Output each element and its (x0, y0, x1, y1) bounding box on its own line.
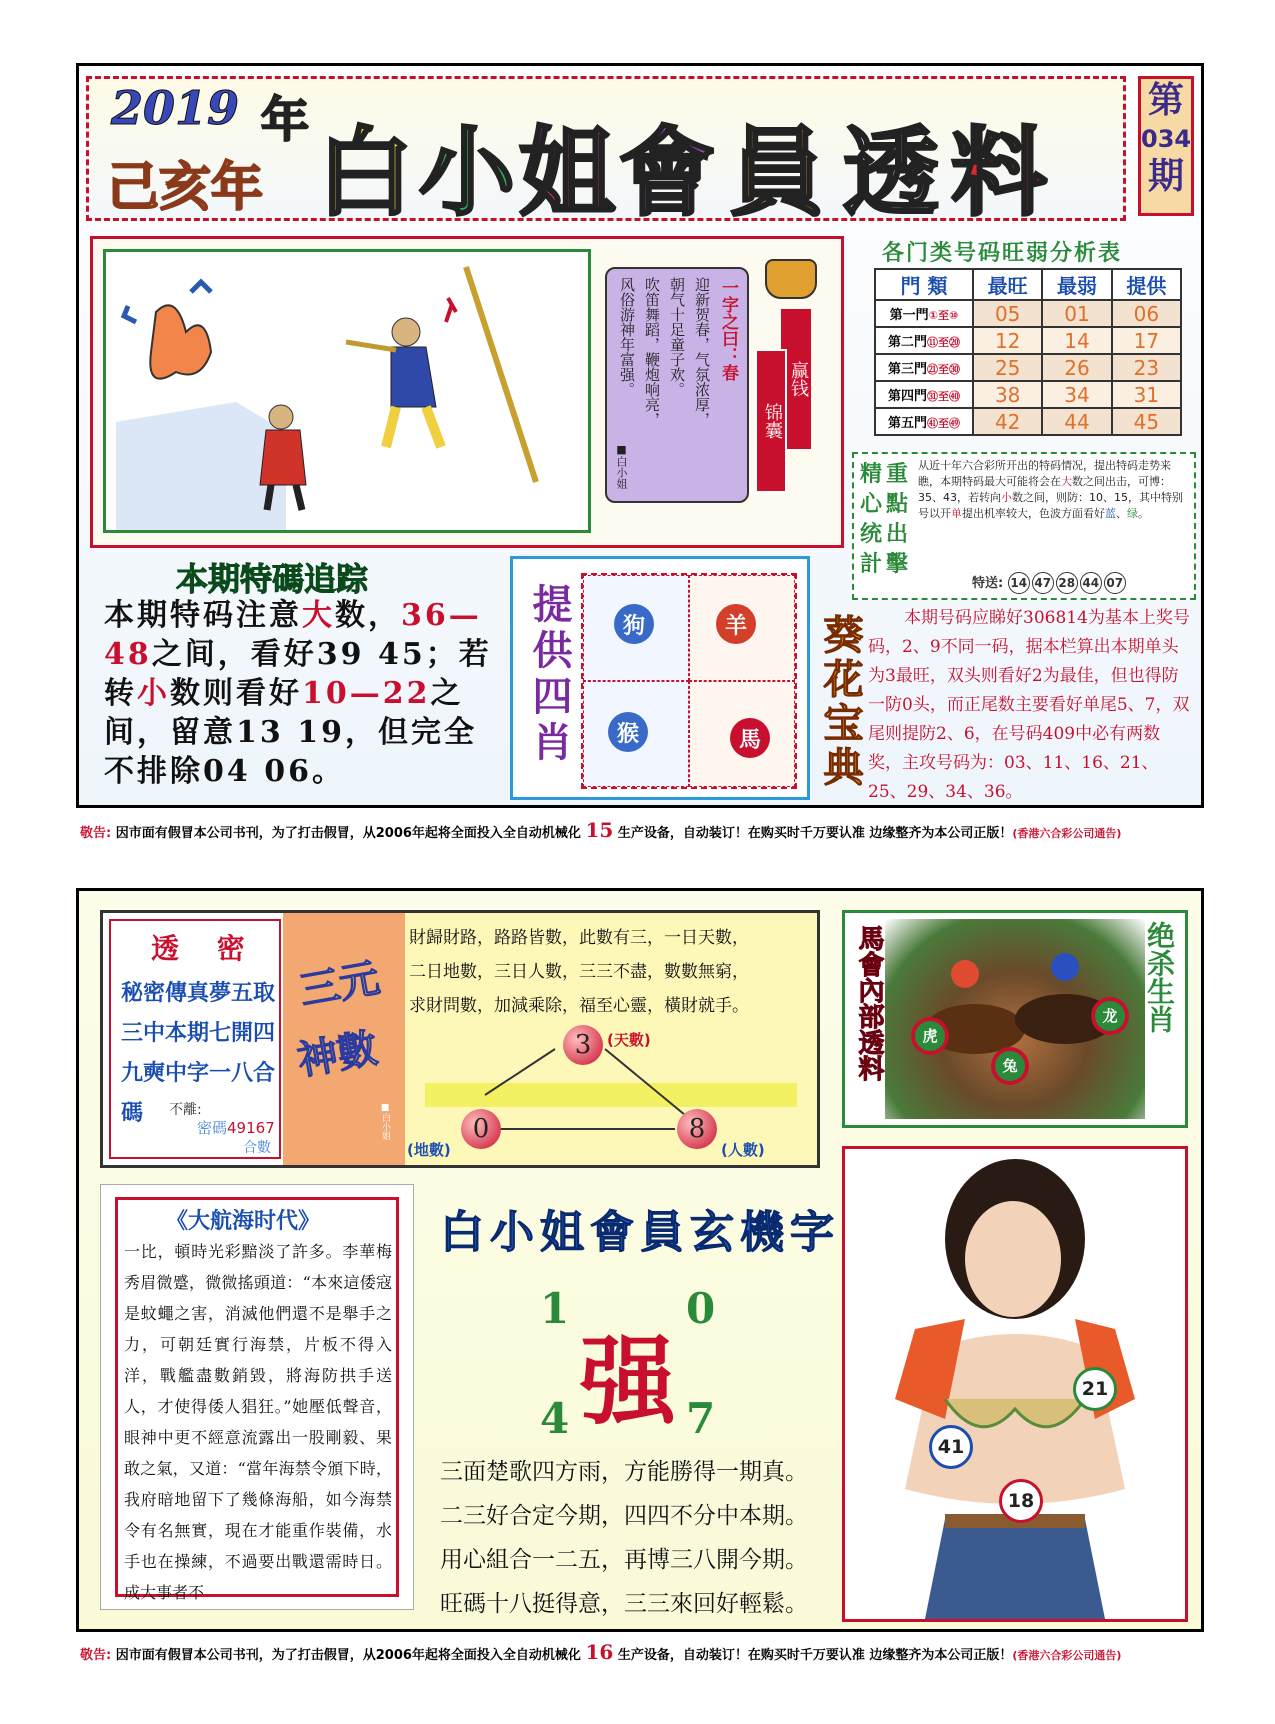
focus-heading-char: 重 (885, 462, 908, 487)
notice-text: 因市面有假冒本公司书刊，为了打击假冒，从2006年起将全面投入全自动机械化 (115, 826, 581, 841)
zodiac-grid (581, 573, 797, 789)
secret-code-label: 密碼 (197, 1119, 228, 1137)
tracking-highlight: 大 (302, 598, 335, 633)
horse-right-label: 绝杀生肖 (1143, 921, 1176, 1033)
special-number: 28 (1056, 572, 1078, 594)
sanyuan-small-label: ■白小姐 (380, 1103, 390, 1140)
focus-heading-char: 出 (885, 522, 908, 547)
scroll-poem (617, 277, 713, 487)
sunflower-label: 葵花宝典 (817, 614, 863, 790)
issue-number: 034 (1141, 125, 1192, 153)
focus-text-part: 。 (1138, 507, 1149, 520)
row-label (875, 300, 973, 327)
tracking-highlight: 10—22 (302, 676, 431, 711)
row-label-text: 第五門 (887, 416, 927, 431)
moneybag-icon (765, 259, 817, 299)
ren-number-ball: 8 (677, 1109, 717, 1149)
sanyuan-poem-line: 財歸財路，路路皆數，此數有三，一日天數， (409, 928, 749, 948)
horse-left-label: 馬會內部透料 (854, 925, 884, 1081)
zodiac-cell (689, 681, 795, 787)
scroll-line: 朝气十足童子欢。 (668, 277, 686, 397)
sanyuan-content (405, 913, 817, 1165)
secret-line: 秘密傳真夢五取 (121, 980, 276, 1006)
scroll-line: 风俗游神年富强。 (618, 277, 636, 397)
sanyuan-poem-line: 二日地數，三日人數，三三不盡，數數無窮， (409, 962, 749, 982)
special-number: 07 (1104, 572, 1126, 594)
ren-label: (人數) (721, 1141, 765, 1159)
photo-ball: 41 (929, 1425, 973, 1469)
notice-prefix: 敬告: (80, 826, 112, 841)
notice-line (80, 818, 1200, 842)
focus-highlight: 单 (951, 507, 962, 520)
col-header: 提供 (1112, 269, 1181, 300)
title-char: 姐 (519, 117, 615, 229)
tracking-text (104, 596, 504, 791)
table-row (875, 354, 1181, 381)
cell-pick: 45 (1112, 408, 1181, 435)
zodiac-ball: 馬 (730, 718, 770, 758)
tracking-part: 数， (335, 598, 401, 633)
zodiac-ball: 狗 (614, 604, 654, 644)
special-label: 特送: (972, 576, 1004, 591)
scroll-line: 迎新贺春，气氛浓厚， (693, 277, 711, 427)
mystic-num-tl: 1 (540, 1284, 570, 1333)
four-zodiac-label: 提供四肖 (526, 583, 572, 767)
secret-box (109, 919, 281, 1159)
zodiac-cell (583, 575, 689, 681)
row-label-text: 第四門 (887, 389, 927, 404)
focus-heading-char: 统 (859, 522, 882, 547)
novel-box (100, 1184, 414, 1610)
tracking-part: 数则看好 (170, 676, 302, 711)
tracking-title: 本期特碼追踪 (176, 560, 369, 598)
sanyuan-label-2: 神數 (294, 1025, 381, 1085)
notice-page: 15 (585, 818, 614, 842)
zodiac-ball: 猴 (608, 712, 648, 752)
cell-min: 44 (1042, 408, 1111, 435)
row-range: ①至⑩ (928, 309, 959, 322)
mystic-poem-line: 三面楚歌四方雨，方能勝得一期真。 (440, 1459, 808, 1485)
row-label (875, 327, 973, 354)
focus-text-part: 、 (1116, 507, 1127, 520)
title-char: 會 (619, 117, 715, 229)
analysis-table (874, 268, 1182, 436)
notice-page: 16 (585, 1640, 614, 1664)
mystic-poem-line: 旺碼十八挺得意，三三來回好輕鬆。 (440, 1591, 808, 1617)
title-char: 白 (317, 117, 413, 229)
notice-org: (香港六合彩公司通告) (1012, 1649, 1122, 1662)
secret-suffix: 合數 (243, 1140, 271, 1156)
row-range: ⑪至⑳ (927, 336, 960, 349)
row-label-text: 第一門 (889, 308, 929, 323)
focus-heading-char: 點 (885, 492, 908, 517)
tian-number-ball: 3 (563, 1025, 603, 1065)
cell-pick: 23 (1112, 354, 1181, 381)
tracking-part: 本期特码注意 (104, 598, 302, 633)
title-char: 員 (729, 117, 825, 229)
mystic-poem (440, 1450, 840, 1626)
row-range: ㉑至㉚ (927, 363, 960, 376)
mystic-title: 白小姐會員玄機字 (440, 1207, 840, 1258)
tracking-highlight: 小 (137, 676, 170, 711)
zodiac-star: 兔 (995, 1051, 1025, 1081)
focus-heading-char: 精 (859, 462, 882, 487)
focus-text-part: 数之间出击，可博：35、43，若转向 (918, 475, 1171, 504)
tracking-highlight: 36—48 (104, 598, 482, 672)
col-header: 最旺 (973, 269, 1042, 300)
tag-win-money: 赢钱 (781, 309, 811, 449)
cell-pick: 06 (1112, 300, 1181, 327)
sanyuan-frame (100, 910, 820, 1168)
cell-pick: 31 (1112, 381, 1181, 408)
focus-text-part: 数之间，则防：10、15，其中特别号以开 (918, 491, 1183, 520)
sanyuan-poem-line: 求財問數，加減乘除，福至心靈，橫財就手。 (409, 996, 749, 1016)
cell-min: 14 (1042, 327, 1111, 354)
scroll-line: 吹笛舞蹈，鞭炮响亮， (643, 277, 661, 427)
illustration-frame (90, 236, 844, 548)
sunflower-text: 本期号码应睇好306814为基本上奖号码，2、9不同一码，据本栏算出本期单头为3最旺，双头则看好2为最佳，但也得防一防0头，而正尾数主要看好单尾5、7，双尾则提防2、6，在号码409中必有两数奖，主攻号码为：03、11、16、21、25、29、34、36。 (868, 608, 1190, 802)
year-ganzhi: 己亥年 (107, 158, 264, 218)
col-header: 門 類 (875, 269, 973, 300)
table-row (875, 300, 1181, 327)
focus-highlight: 小 (1001, 491, 1012, 504)
focus-text-part: 提出机率较大，色波方面看好 (962, 507, 1105, 520)
issue-box (1138, 76, 1194, 216)
zodiac-cell (689, 575, 795, 681)
focus-text-part: 从近十年六合彩所开出的特码情况，提出特码走势来瞧，本期特码最大可能将会在 (918, 459, 1171, 488)
model-photo (845, 1149, 1185, 1619)
scroll-signature: ■白小姐 (615, 443, 628, 489)
tracking-part: 之间，留意13 19，但完全不排除04 06。 (104, 676, 477, 789)
issue-prefix: 第 (1147, 80, 1184, 121)
row-label (875, 408, 973, 435)
photo-ball: 21 (1073, 1367, 1117, 1411)
zodiac-star: 虎 (915, 1021, 945, 1051)
notice-suffix: 生产设备，自动装订！在购买时千万要认准 边缘整齐为本公司正版！ (617, 826, 1013, 841)
table-row (875, 408, 1181, 435)
cell-max: 25 (973, 354, 1042, 381)
zodiac-ball: 羊 (716, 604, 756, 644)
cell-min: 34 (1042, 381, 1111, 408)
mystic-poem-line: 二三好合定今期，四四不分中本期。 (440, 1503, 808, 1529)
special-number: 47 (1032, 572, 1054, 594)
mystic-poem-line: 用心組合一二五，再博三八開今期。 (440, 1547, 808, 1573)
cell-min: 26 (1042, 354, 1111, 381)
notice-prefix: 敬告: (80, 1648, 112, 1663)
di-label: (地數) (407, 1141, 451, 1159)
row-label (875, 354, 973, 381)
notice-text: 因市面有假冒本公司书刊，为了打击假冒，从2006年起将全面投入全自动机械化 (115, 1648, 581, 1663)
novel-inner (115, 1197, 399, 1602)
secret-foot-label: 不離: (169, 1102, 202, 1118)
zodiac-cell (583, 681, 689, 787)
special-number: 14 (1008, 572, 1030, 594)
scroll-poem-title: 一字之曰：春 (718, 279, 738, 381)
sanyuan-label-1: 三元 (296, 955, 383, 1015)
special-numbers (972, 572, 1128, 594)
secret-line: 碼 (121, 1100, 144, 1126)
secret-line: 九奭中字一八合 (121, 1060, 276, 1086)
novel-text: 一比，頓時光彩黯淡了許多。李華梅秀眉微蹙，微微搖頭道：“本來這倭寇是蚊蠅之害，消滅他們還不是舉手之力，可朝廷實行海禁，片板不得入洋，戰艦盡數銷毀，將海防拱手送人，才使得倭人猖狂。”她壓低聲音，眼神中更不經意流露出一股剛毅、果敢之氣，又道：“當年海禁令頒下時，我府暗地留下了幾條海船，如今海禁令有名無實，現在才能重作裝備，水手也在操練，不過要出戰還需時日。成大事者不 (124, 1242, 392, 1602)
cell-pick: 17 (1112, 327, 1181, 354)
title-char: 料 (951, 117, 1047, 229)
table-row (875, 381, 1181, 408)
secret-code-value: 49167 (227, 1119, 275, 1137)
mystic-num-br: 7 (686, 1394, 716, 1443)
secret-title: 透 密 (151, 932, 259, 965)
mystic-char: 强 (580, 1326, 676, 1438)
row-range: ㉛至㊵ (927, 390, 960, 403)
focus-heading-char: 計 (859, 552, 882, 577)
year-char: 年 (261, 92, 310, 148)
di-number-ball: 0 (461, 1109, 501, 1149)
focus-heading (858, 460, 910, 580)
focus-highlight: 蓝 (1105, 507, 1116, 520)
issue-suffix: 期 (1147, 156, 1184, 197)
focus-highlight: 绿 (1127, 507, 1138, 520)
notice-org: (香港六合彩公司通告) (1012, 827, 1122, 840)
poem-scroll (605, 267, 749, 503)
notice-line (80, 1640, 1200, 1664)
header-banner (86, 76, 1126, 229)
horse-box (842, 910, 1188, 1128)
secret-code (197, 1117, 275, 1138)
zodiac-star: 龙 (1095, 1001, 1125, 1031)
novel-title: 《大航海时代》 (166, 1209, 321, 1234)
cell-max: 12 (973, 327, 1042, 354)
tian-label: (天數) (607, 1031, 651, 1049)
analysis-title: 各门类号码旺弱分析表 (882, 241, 1123, 266)
title-char: 透 (843, 117, 939, 229)
focus-box (852, 452, 1196, 600)
focus-heading-char: 擊 (885, 552, 908, 577)
secret-line: 三中本期七開四 (121, 1020, 276, 1046)
photo-ball: 18 (999, 1479, 1043, 1523)
title-char: 小 (419, 117, 515, 229)
cell-max: 42 (973, 408, 1042, 435)
sanyuan-label-panel (283, 913, 405, 1165)
year-number: 2019 (111, 81, 240, 135)
mystic-num-tr: 0 (686, 1284, 716, 1333)
row-label-text: 第三門 (887, 362, 927, 377)
cell-max: 38 (973, 381, 1042, 408)
mystic-num-bl: 4 (540, 1394, 570, 1443)
table-row (875, 327, 1181, 354)
row-label-text: 第二門 (887, 335, 927, 350)
photo-frame (842, 1146, 1188, 1622)
cartoon-image (103, 249, 591, 533)
notice-suffix: 生产设备，自动装订！在购买时千万要认准 边缘整齐为本公司正版！ (617, 1648, 1013, 1663)
cell-min: 01 (1042, 300, 1111, 327)
cell-max: 05 (973, 300, 1042, 327)
row-label (875, 381, 973, 408)
row-range: ㊶至㊾ (927, 417, 960, 430)
col-header: 最弱 (1042, 269, 1111, 300)
focus-text (918, 458, 1190, 522)
focus-highlight: 大 (1061, 475, 1072, 488)
tracking-part: 之间，看好39 45；若转 (104, 637, 492, 711)
focus-heading-char: 心 (859, 492, 882, 517)
new-year-cartoon (106, 252, 588, 530)
four-zodiac-box (510, 556, 810, 800)
special-number: 44 (1080, 572, 1102, 594)
tag-brocade-bag: 锦囊 (755, 349, 787, 493)
